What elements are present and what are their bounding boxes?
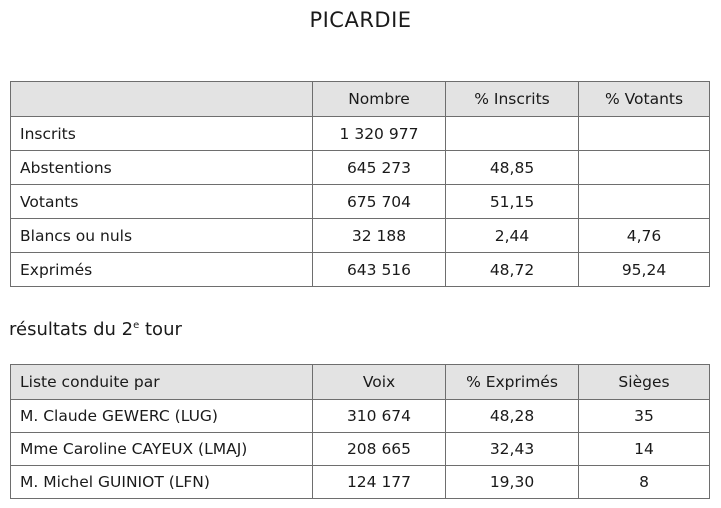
table-row <box>11 185 710 219</box>
row-voix: 124 177 <box>313 466 446 499</box>
section-heading-superscript: e <box>133 320 140 331</box>
participation-table <box>10 81 710 287</box>
header-cell-sieges: Sièges <box>579 365 710 400</box>
row-sieges: 8 <box>579 466 710 499</box>
table-header-row <box>11 365 710 400</box>
table-row <box>11 219 710 253</box>
section-heading-suffix: tour <box>139 319 182 340</box>
header-cell-label <box>11 82 313 117</box>
row-liste: M. Claude GEWERC (LUG) <box>11 400 313 433</box>
row-label: Votants <box>11 185 313 219</box>
section-heading <box>9 319 182 340</box>
row-pct-votants: 95,24 <box>579 253 710 287</box>
header-cell-pct-exprimes: % Exprimés <box>446 365 579 400</box>
row-nombre: 675 704 <box>313 185 446 219</box>
table-row <box>11 151 710 185</box>
row-liste: Mme Caroline CAYEUX (LMAJ) <box>11 433 313 466</box>
row-nombre: 1 320 977 <box>313 117 446 151</box>
row-voix: 310 674 <box>313 400 446 433</box>
row-label: Inscrits <box>11 117 313 151</box>
section-heading-prefix: résultats du 2 <box>9 319 134 340</box>
row-voix: 208 665 <box>313 433 446 466</box>
row-pct-votants: 4,76 <box>579 219 710 253</box>
row-sieges: 14 <box>579 433 710 466</box>
row-pct-inscrits: 51,15 <box>446 185 579 219</box>
table-header-row <box>11 82 710 117</box>
row-pct-votants <box>579 185 710 219</box>
row-pct-exprimes: 19,30 <box>446 466 579 499</box>
row-label: Blancs ou nuls <box>11 219 313 253</box>
table-row <box>11 433 710 466</box>
row-pct-votants <box>579 117 710 151</box>
header-cell-pct-inscrits: % Inscrits <box>446 82 579 117</box>
row-nombre: 32 188 <box>313 219 446 253</box>
row-pct-inscrits: 2,44 <box>446 219 579 253</box>
row-pct-inscrits: 48,85 <box>446 151 579 185</box>
table-row <box>11 117 710 151</box>
table-row <box>11 466 710 499</box>
row-pct-exprimes: 32,43 <box>446 433 579 466</box>
results-table <box>10 364 710 499</box>
row-label: Abstentions <box>11 151 313 185</box>
row-pct-inscrits <box>446 117 579 151</box>
row-pct-votants <box>579 151 710 185</box>
row-label: Exprimés <box>11 253 313 287</box>
row-liste: M. Michel GUINIOT (LFN) <box>11 466 313 499</box>
row-pct-inscrits: 48,72 <box>446 253 579 287</box>
row-sieges: 35 <box>579 400 710 433</box>
page-title: PICARDIE <box>309 8 412 32</box>
header-cell-voix: Voix <box>313 365 446 400</box>
row-nombre: 645 273 <box>313 151 446 185</box>
row-pct-exprimes: 48,28 <box>446 400 579 433</box>
table-row <box>11 253 710 287</box>
header-cell-nombre: Nombre <box>313 82 446 117</box>
header-cell-liste: Liste conduite par <box>11 365 313 400</box>
header-cell-pct-votants: % Votants <box>579 82 710 117</box>
table-row <box>11 400 710 433</box>
row-nombre: 643 516 <box>313 253 446 287</box>
